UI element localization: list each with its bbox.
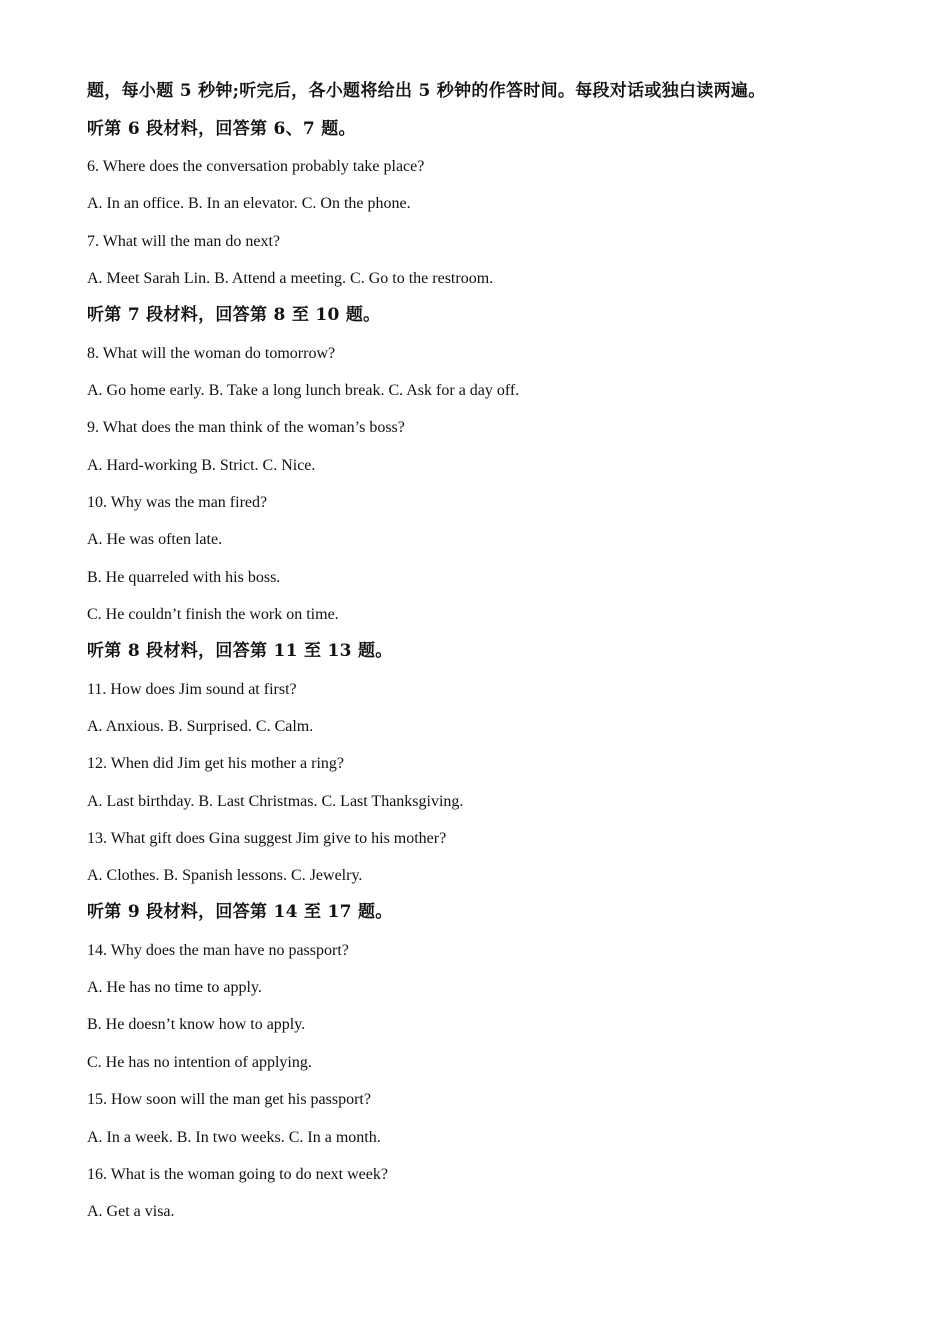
option-14-a: A. He has no time to apply. — [87, 979, 262, 996]
option-10-c: C. He couldn’t finish the work on time. — [87, 606, 339, 623]
options-8: A. Go home early. B. Take a long lunch break. C. Ask for a day off. — [87, 382, 520, 399]
question-13: 13. What gift does Gina suggest Jim give to his mother? — [87, 830, 447, 847]
question-16: 16. What is the woman going to do next week? — [87, 1166, 388, 1183]
question-11: 11. How does Jim sound at first? — [87, 681, 297, 698]
options-13: A. Clothes. B. Spanish lessons. C. Jewelry. — [87, 867, 363, 884]
option-14-b: B. He doesn’t know how to apply. — [87, 1016, 306, 1033]
question-14: 14. Why does the man have no passport? — [87, 942, 349, 959]
question-15: 15. How soon will the man get his passport? — [87, 1091, 371, 1108]
question-10: 10. Why was the man fired? — [87, 494, 268, 511]
question-6: 6. Where does the conversation probably take place? — [87, 158, 425, 175]
section-heading-7: 听第 7 段材料，回答第 8 至 10 题。 — [87, 305, 381, 325]
section-heading-8: 听第 8 段材料，回答第 11 至 13 题。 — [87, 641, 393, 661]
option-14-c: C. He has no intention of applying. — [87, 1054, 312, 1071]
option-10-b: B. He quarreled with his boss. — [87, 569, 281, 586]
options-6: A. In an office. B. In an elevator. C. On the phone. — [87, 195, 411, 212]
section-heading-6: 听第 6 段材料，回答第 6、7 题。 — [87, 119, 356, 139]
options-7: A. Meet Sarah Lin. B. Attend a meeting. C. Go to the restroom. — [87, 270, 494, 287]
options-9: A. Hard-working B. Strict. C. Nice. — [87, 457, 316, 474]
options-11: A. Anxious. B. Surprised. C. Calm. — [87, 718, 314, 735]
section-heading-9: 听第 9 段材料，回答第 14 至 17 题。 — [87, 902, 393, 922]
option-16-a: A. Get a visa. — [87, 1203, 175, 1220]
options-15: A. In a week. B. In two weeks. C. In a month. — [87, 1129, 381, 1146]
option-10-a: A. He was often late. — [87, 531, 223, 548]
question-7: 7. What will the man do next? — [87, 233, 280, 250]
question-8: 8. What will the woman do tomorrow? — [87, 345, 336, 362]
question-9: 9. What does the man think of the woman’s boss? — [87, 419, 405, 436]
question-12: 12. When did Jim get his mother a ring? — [87, 755, 344, 772]
instruction-text: 题，每小题 5 秒钟;听完后，各小题将给出 5 秒钟的作答时间。每段对话或独白读两遍。 — [87, 81, 766, 101]
options-12: A. Last birthday. B. Last Christmas. C. Last Thanksgiving. — [87, 793, 464, 810]
